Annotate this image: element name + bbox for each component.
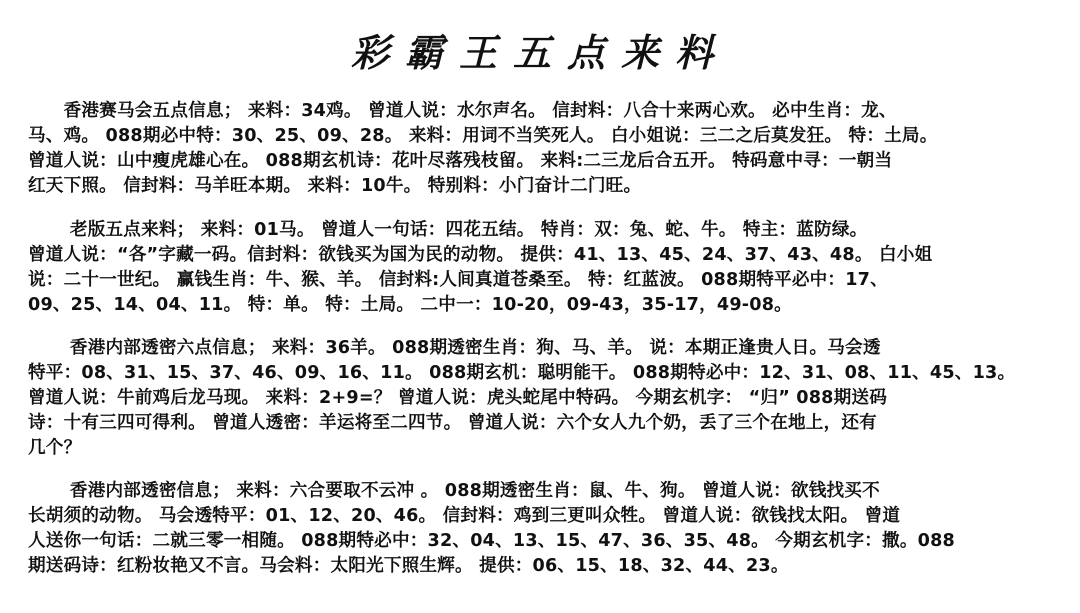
text-line: 期送码诗：红粉妆艳又不言。马会料：太阳光下照生辉。 提供：06、15、18、32、44、23。 [28, 556, 789, 576]
text-line: 马、鸡。 088期必中特：30、25、09、28。 来料：用词不当笑死人。 白小姐说：三二之后莫发狂。 特：土局。 [28, 126, 938, 146]
paragraph-hk-internal-six-point [28, 336, 1054, 461]
page-title: 彩霸王五点来料 [350, 30, 729, 75]
text-line: 香港内部透密信息； 来料：六合要取不云冲 。 088期透密生肖：鼠、牛、狗。 曾道人说：欲钱找买不 [28, 481, 880, 501]
text-line: 曾道人说：“各”字藏一码。信封料：欲钱买为国为民的动物。 提供：41、13、45、24、37、43、48。 白小姐 [28, 245, 933, 265]
text-line: 曾道人说：山中瘦虎雄心在。 088期玄机诗：花叶尽落残枝留。 来料:二三龙后合五开。 特码意中寻：一朝当 [28, 151, 893, 171]
text-line: 几个？ [28, 438, 82, 458]
text-line: 红天下照。 信封料：马羊旺本期。 来料：10牛。 特别料：小门奋计二门旺。 [28, 176, 642, 196]
text-line: 老版五点来料； 来料：01马。 曾道人一句话：四花五结。 特肖：双：兔、蛇、牛。 特主：蓝防绿。 [28, 220, 868, 240]
text-line: 09、25、14、04、11。 特：单。 特：土局。 二中一：10-20，09-43，35-17，49-08。 [28, 295, 792, 315]
text-line: 曾道人说：牛前鸡后龙马现。 来料：2+9=？ 曾道人说：虎头蛇尾中特码。 今期玄机字： “归” 088期送码 [28, 388, 887, 408]
text-line: 长胡须的动物。 马会透特平：01、12、20、46。 信封料：鸡到三更叫众牲。 曾道人说：欲钱找太阳。 曾道 [28, 506, 901, 526]
text-line: 香港赛马会五点信息； 来料：34鸡。 曾道人说：水尔声名。 信封料：八合十来两心欢。 必中生肖：龙、 [28, 101, 897, 121]
text-line: 诗：十有三四可得利。 曾道人透密：羊运将至二四节。 曾道人说：六个女人九个奶，丢了三个在地上，还有 [28, 413, 877, 433]
text-line: 特平：08、31、15、37、46、09、16、11。 088期玄机：聪明能干。 088期特必中：12、31、08、11、45、13。 [28, 363, 1016, 383]
text-line: 人送你一句话：二就三零一相随。 088期特必中：32、04、13、15、47、36、35、48。 今期玄机字：撒。088 [28, 531, 955, 551]
paragraph-hk-five-point-info [28, 99, 1054, 199]
paragraph-hk-internal-info [28, 479, 1054, 579]
paragraph-old-edition-five-point [28, 218, 1054, 318]
text-line: 说：二十一世纪。 赢钱生肖：牛、猴、羊。 信封料:人间真道苍桑至。 特：红蓝波。 088期特平必中：17、 [28, 270, 888, 290]
text-line: 香港内部透密六点信息； 来料：36羊。 088期透密生肖：狗、马、羊。 说：本期正逢贵人日。马会透 [28, 338, 881, 358]
